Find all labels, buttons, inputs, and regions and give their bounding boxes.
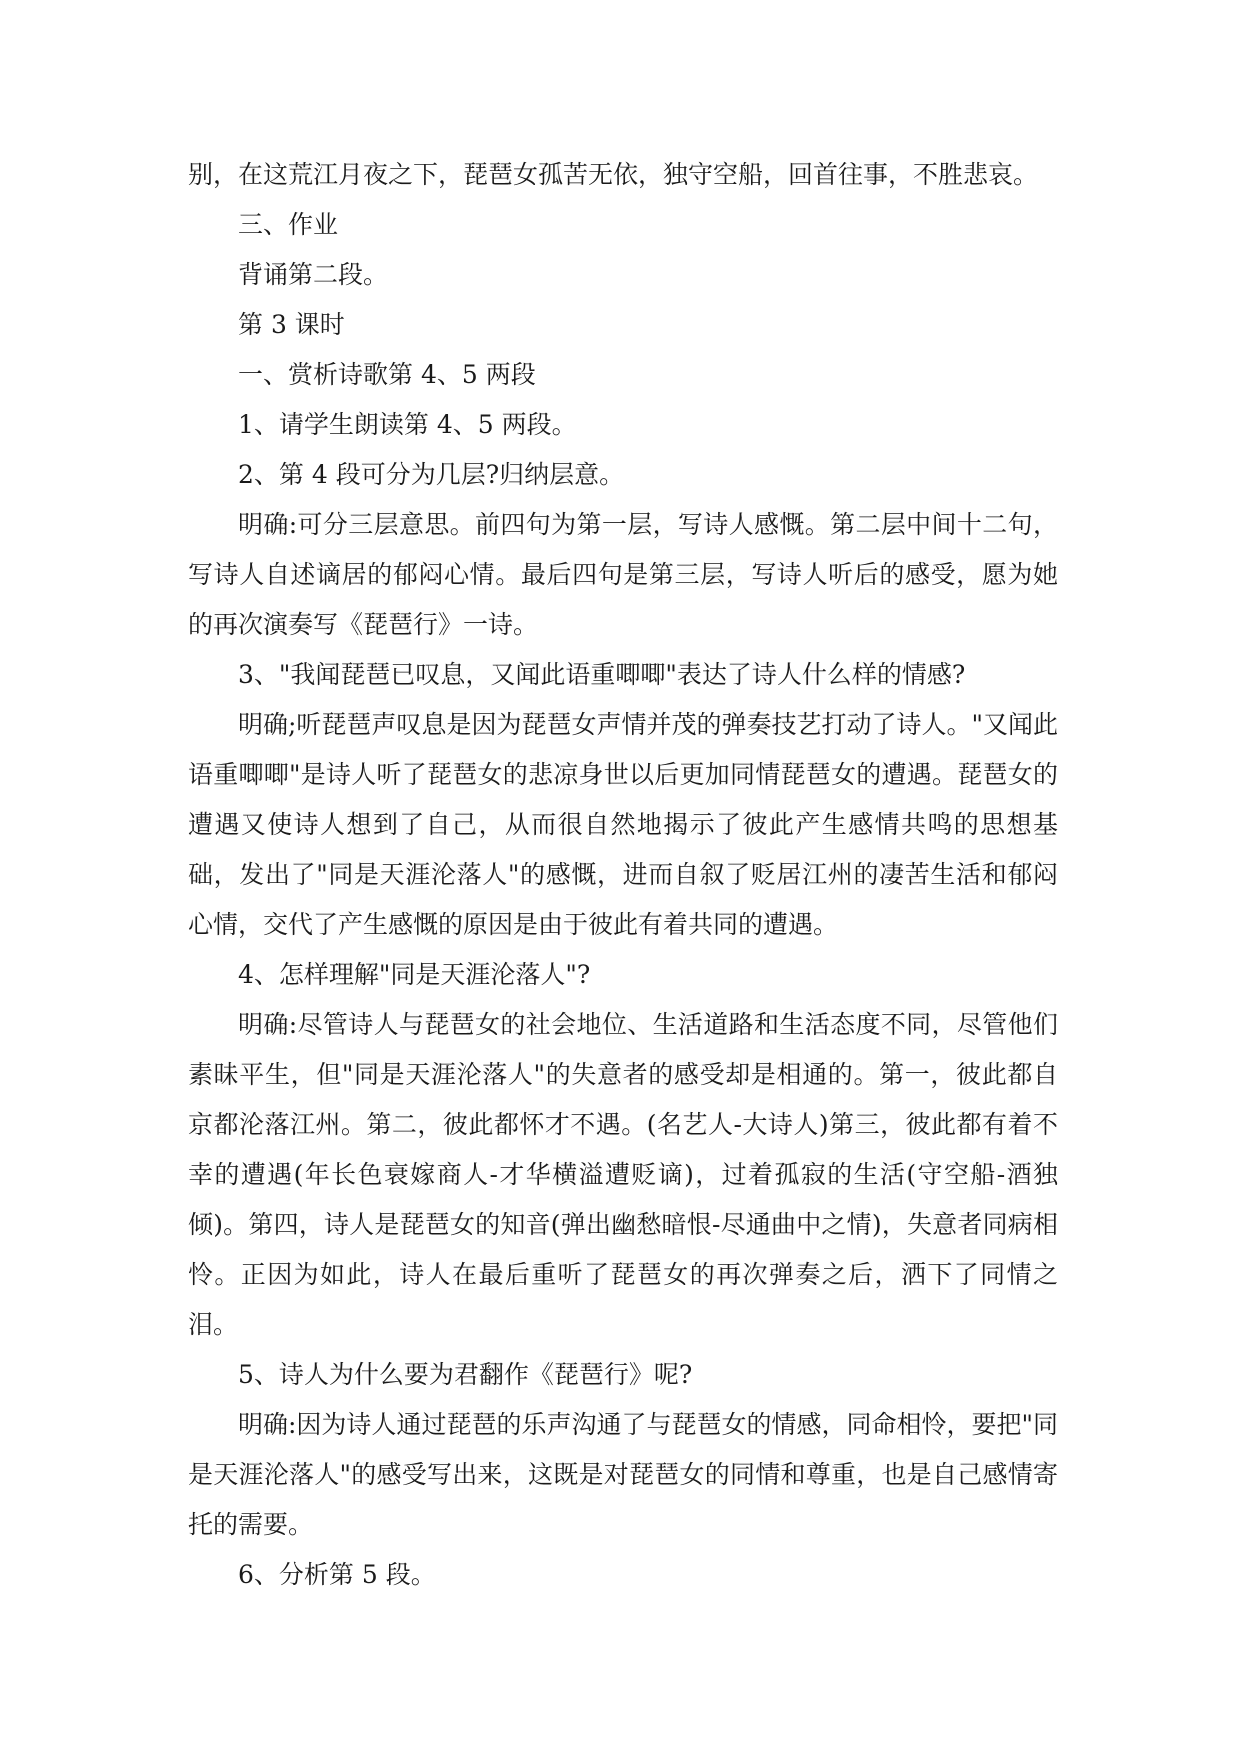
answer-2: 明确:可分三层意思。前四句为第一层，写诗人感慨。第二层中间十二句，写诗人自述谪居的郁闷心情。最后四句是第三层，写诗人听后的感受，愿为她的再次演奏写《琵琶行》一诗。 <box>188 510 1058 639</box>
answer-4: 明确:尽管诗人与琵琶女的社会地位、生活道路和生活态度不同，尽管他们素昧平生，但"同是天涯沦落人"的失意者的感受却是相通的。第一，彼此都自京都沦落江州。第二，彼此都怀才不遇。(名艺人-大诗人)第三，彼此都有着不幸的遭遇(年长色衰嫁商人-才华横溢遭贬谪)，过着孤寂的生活(守空船-酒独倾)。第四，诗人是琵琶女的知音(弹出幽愁暗恨-尽通曲中之情)，失意者同病相怜。正因为如此，诗人在最后重听了琵琶女的再次弹奏之后，洒下了同情之泪。 <box>188 1010 1058 1339</box>
answer-3: 明确;听琵琶声叹息是因为琵琶女声情并茂的弹奏技艺打动了诗人。"又闻此语重唧唧"是诗人听了琵琶女的悲凉身世以后更加同情琵琶女的遭遇。琵琶女的遭遇又使诗人想到了自己，从而很自然地揭示了彼此产生感情共鸣的思想基础，发出了"同是天涯沦落人"的感慨，进而自叙了贬居江州的凄苦生活和郁闷心情，交代了产生感慨的原因是由于彼此有着共同的遭遇。 <box>188 710 1058 939</box>
paragraph-continuation: 别，在这荒江月夜之下，琵琶女孤苦无依，独守空船，回首往事，不胜悲哀。 <box>188 160 1039 189</box>
document-body <box>188 150 1058 1600</box>
homework-text: 背诵第二段。 <box>238 260 389 289</box>
answer-5: 明确:因为诗人通过琵琶的乐声沟通了与琵琶女的情感，同命相怜，要把"同是天涯沦落人"的感受写出来，这既是对琵琶女的同情和尊重，也是自己感情寄托的需要。 <box>188 1410 1058 1539</box>
question-2: 2、第 4 段可分为几层?归纳层意。 <box>238 460 625 489</box>
question-1: 1、请学生朗读第 4、5 两段。 <box>238 410 577 439</box>
section-heading-appreciation: 一、赏析诗歌第 4、5 两段 <box>238 360 536 389</box>
question-3: 3、"我闻琵琶已叹息，又闻此语重唧唧"表达了诗人什么样的情感? <box>238 660 966 689</box>
question-4: 4、怎样理解"同是天涯沦落人"? <box>238 960 591 989</box>
question-5: 5、诗人为什么要为君翻作《琵琶行》呢? <box>238 1360 693 1389</box>
section-heading-homework: 三、作业 <box>238 210 339 239</box>
lesson-heading: 第 3 课时 <box>238 310 345 339</box>
question-6: 6、分析第 5 段。 <box>238 1560 436 1589</box>
